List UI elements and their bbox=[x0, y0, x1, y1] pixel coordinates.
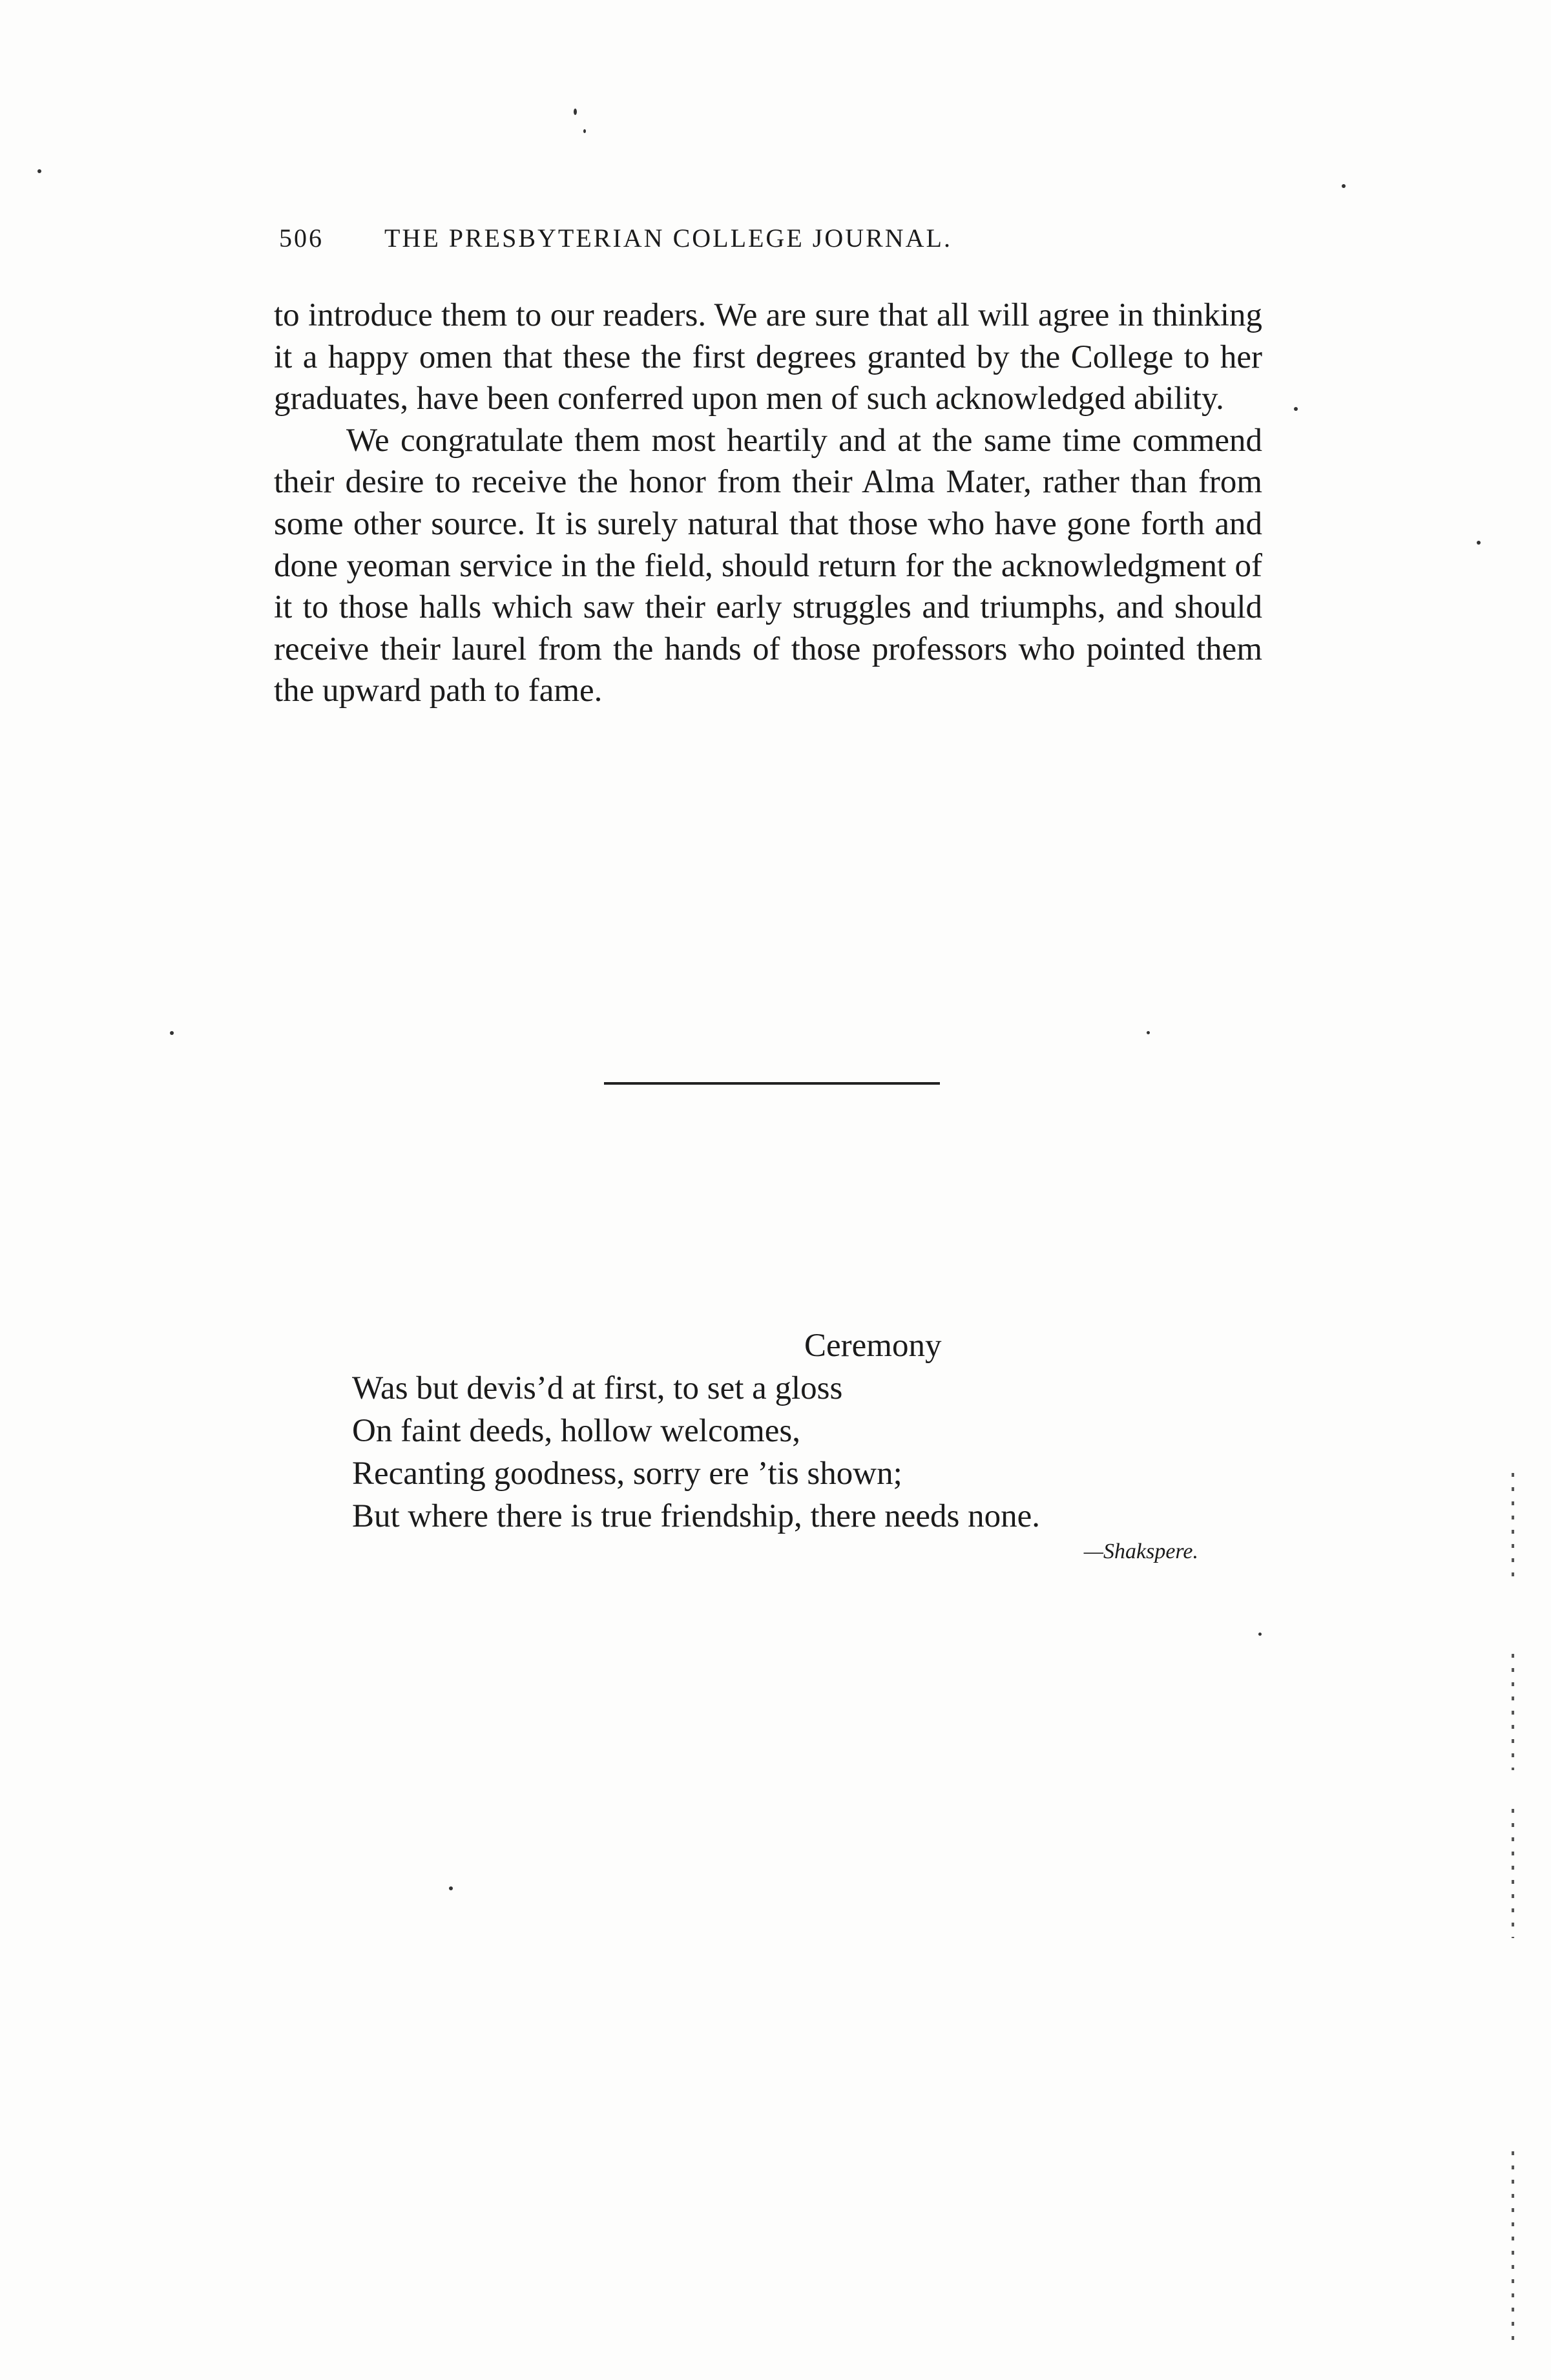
scan-speck bbox=[1294, 407, 1298, 411]
scan-edge-noise bbox=[1512, 2151, 1514, 2345]
poem-line: But where there is true friendship, there needs none. bbox=[352, 1498, 1040, 1534]
article-body bbox=[274, 295, 1262, 712]
paragraph-continued: to introduce them to our readers. We are sure that all will agree in thinking it a happy omen that these the first degrees granted by the College to her graduates, have been conferred upon men of such acknowledged ability. bbox=[274, 297, 1262, 417]
scan-speck bbox=[1258, 1633, 1262, 1636]
scan-speck bbox=[37, 169, 41, 173]
poem-line: Was but devis’d at first, to set a gloss bbox=[352, 1370, 843, 1406]
scan-speck bbox=[1147, 1031, 1150, 1034]
poem-line: On faint deeds, hollow welcomes, bbox=[352, 1413, 801, 1449]
paragraph: We congratulate them most heartily and at the same time commend their desire to receive the honor from their Alma Mater, rather than from some other source. It is surely natural that those who have gone forth and done yeoman service in the field, should return for the acknowledgment of it to those halls which saw their early struggles and triumphs, and should receive their laurel from the hands of those professors who pointed them the upward path to fame. bbox=[274, 422, 1262, 709]
poem-quotation bbox=[352, 1324, 1289, 1566]
scan-edge-noise bbox=[1512, 1473, 1514, 1576]
scan-speck bbox=[574, 109, 577, 115]
poem-line: Recanting goodness, sorry ere ’tis shown; bbox=[352, 1456, 902, 1492]
scan-edge-noise bbox=[1512, 1809, 1514, 1938]
scan-speck bbox=[1342, 184, 1346, 188]
running-head: THE PRESBYTERIAN COLLEGE JOURNAL. bbox=[384, 224, 952, 253]
scan-edge-noise bbox=[1512, 1654, 1514, 1770]
poem-line: Ceremony bbox=[804, 1328, 942, 1364]
scan-speck bbox=[1477, 541, 1481, 545]
scan-speck bbox=[449, 1886, 453, 1890]
scan-speck bbox=[170, 1031, 174, 1035]
section-divider bbox=[604, 1082, 940, 1085]
page-header bbox=[279, 223, 1267, 262]
page-number: 506 bbox=[279, 224, 324, 253]
poem-attribution: —Shakspere. bbox=[1083, 1540, 1198, 1563]
scan-speck bbox=[583, 129, 586, 133]
